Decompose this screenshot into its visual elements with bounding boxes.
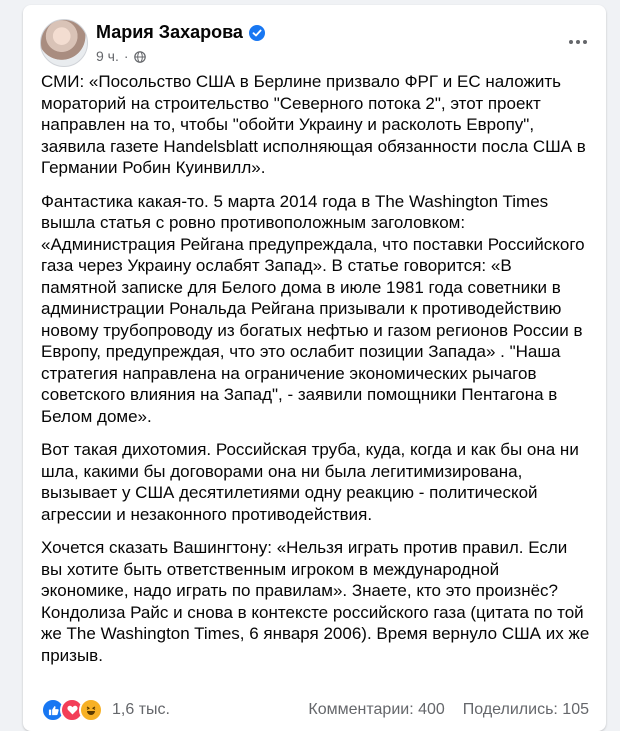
post-timestamp[interactable]: 9 ч. <box>96 48 119 64</box>
author-name-row <box>96 22 265 43</box>
comments-count[interactable]: Комментарии: 400 <box>308 701 445 718</box>
reaction-count[interactable]: 1,6 тыс. <box>112 701 170 718</box>
haha-reaction-icon[interactable] <box>79 698 103 722</box>
post-text <box>41 71 591 678</box>
post-header <box>40 16 594 72</box>
shares-count[interactable]: Поделились: 105 <box>462 701 589 718</box>
post-paragraph: СМИ: «Посольство США в Берлине призвало ФРГ и ЕС наложить мораторий на строительство "Северного потока 2", этот проект направлен на то, чтобы "обойти Украину и расколоть Европу", заявила газете Handelsblatt исполняющая обязанности посла США в Германии Робин Куинвилл». <box>41 72 586 177</box>
post-paragraph: Фантастика какая-то. 5 марта 2014 года в The Washington Times вышла статья с ровно противоположным заголовком: «Администрация Рейгана предупреждала, что поставки Российского газа через Украину ослабят Запад». В статье говорится: «В памятной записке для Белого дома в июле 1981 года советники в администрации Рональда Рейгана призывали к противодействию новому трубопроводу из богатых нефтью и газом регионов России в Европу, предупреждая, что это ослабит позиции Запада» . "Наша стратегия направлена на ограничение экономических рычагов советского влияния на Запад", - заявили помощники Пентагона в Белом доме». <box>41 191 585 426</box>
post-paragraph: Вот такая дихотомия. Российская труба, куда, когда и как бы она ни шла, какими бы договорами она ни была легитимизирована, вызывает у США десятилетиями одну реакцию - политической агрессии и незаконного противодействия. <box>41 440 579 524</box>
post-paragraph: Хочется сказать Вашингтону: «Нельзя играть против правил. Если вы хотите быть ответственным игроком в международной экономике, надо играть по правилам». Знаете, кто это произнёс? Кондолиза Райс и снова в контексте российского газа (цитата по той же The Washington Times, 6 января 2006). Время вернуло США их же призыв. <box>41 538 590 665</box>
author-avatar[interactable] <box>40 19 88 67</box>
reaction-icons[interactable] <box>41 698 98 722</box>
more-options-icon[interactable] <box>562 30 594 54</box>
post-meta: 9 ч. · <box>96 48 146 64</box>
author-name[interactable]: Мария Захарова <box>96 22 243 42</box>
post-card <box>23 5 606 731</box>
verified-badge-icon <box>249 25 265 41</box>
post-footer <box>41 695 589 725</box>
globe-icon[interactable] <box>134 50 146 62</box>
